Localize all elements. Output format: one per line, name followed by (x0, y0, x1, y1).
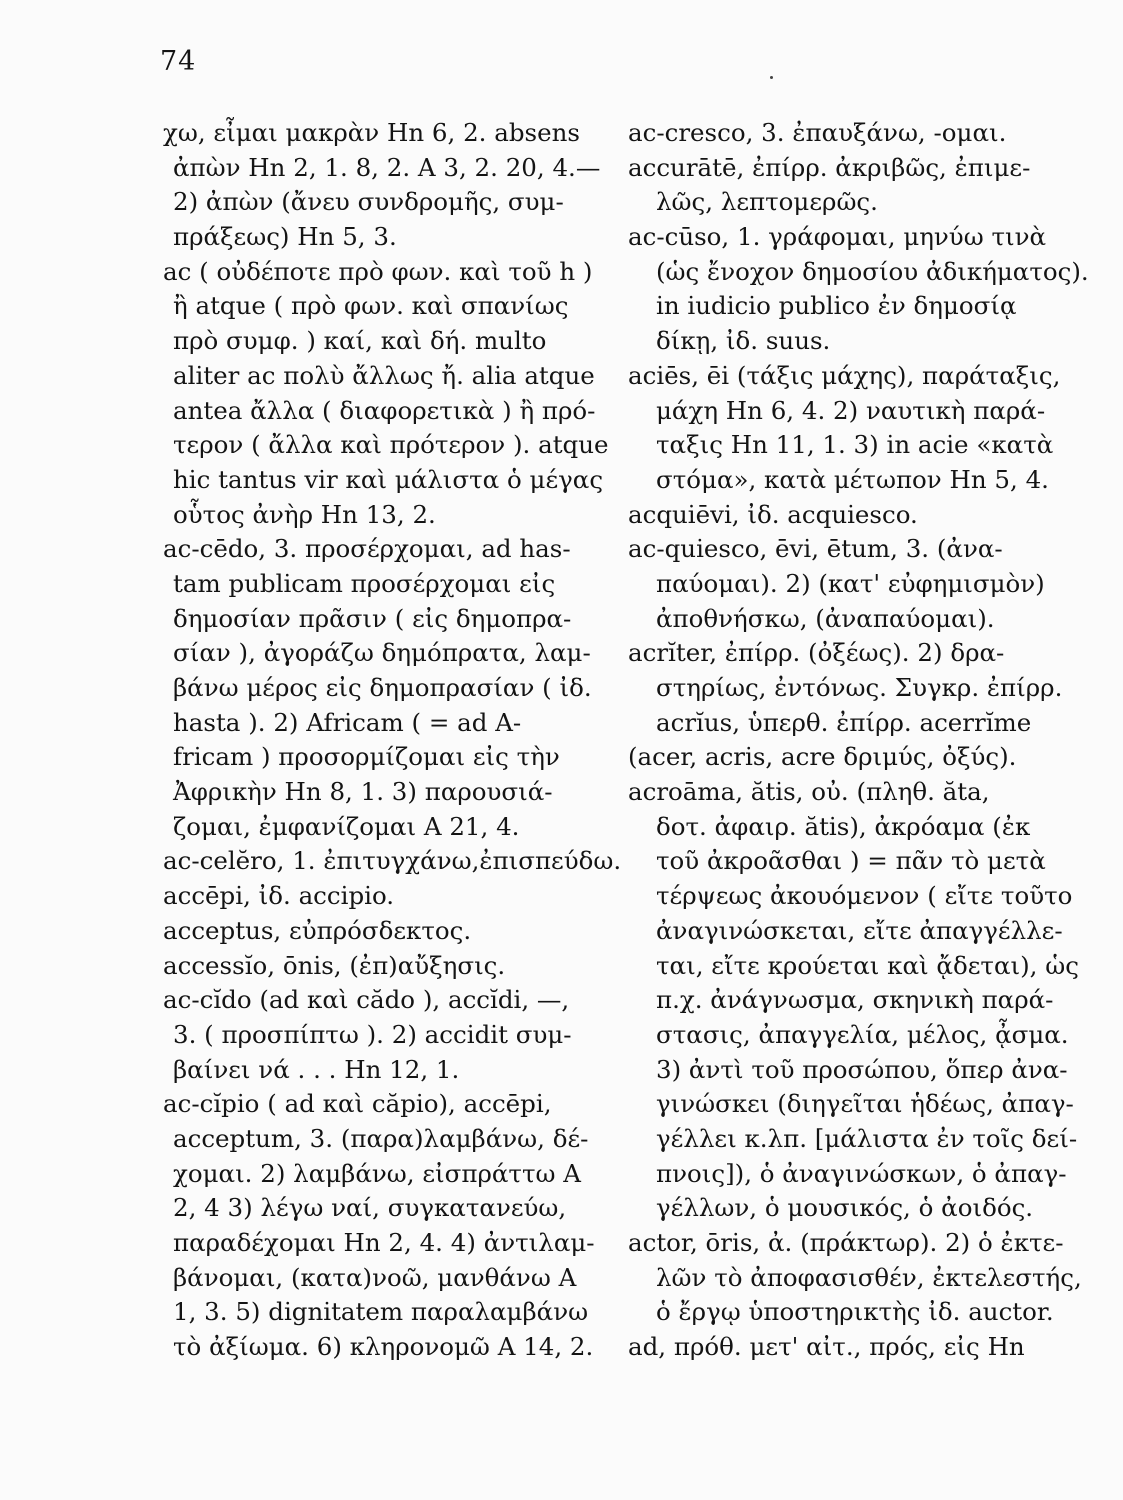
text-line: ζομαι, ἐμφανίζομαι A 21, 4. (173, 811, 520, 841)
text-line: τέρψεως ἀκουόμενον ( εἴτε τοῦτο (656, 881, 1073, 911)
text-line: fricam ) προσορμίζομαι εἰς τὴν (173, 742, 560, 772)
entry-head-line: ac-celĕro, 1. ἐπιτυγχάνω,ἐπισπεύδω. (163, 846, 622, 876)
page-number: 74 (160, 46, 197, 77)
entry-head-line: acroāma, ătis, οὐ. (πληθ. ăta, (628, 777, 990, 807)
text-line: acrĭus, ὑπερθ. ἐπίρρ. acerrĭme (656, 707, 1032, 737)
text-line: μάχη Hn 6, 4. 2) ναυτικὴ παρά- (656, 395, 1046, 425)
text-line: βάνομαι, (κατα)νοῶ, μανθάνω A (173, 1262, 577, 1292)
text-line: παύομαι). 2) (κατ' εὐφημισμὸν) (656, 568, 1045, 598)
right-column (628, 116, 1093, 1365)
text-line: hic tantus vir καὶ μάλιστα ὁ μέγας (173, 464, 604, 494)
entry-head-line: ac-cūso, 1. γράφομαι, μηνύω τινὰ (628, 222, 1047, 252)
text-line: ἢ atque ( πρὸ φων. καὶ σπανίως (173, 291, 569, 321)
entry-head-line: ac-cresco, 3. ἐπαυξάνω, -ομαι. (628, 118, 1007, 147)
entry-head-line: accēpi, ἰδ. accipio. (163, 881, 395, 911)
text-line: ται, εἴτε κρούεται καὶ ᾄδεται), ὡς (656, 950, 1079, 980)
text-line: στασις, ἀπαγγελία, μέλος, ᾆσμα. (656, 1019, 1069, 1049)
text-line: in iudicio publico ἐν δημοσίᾳ (656, 291, 1017, 321)
text-line: πρὸ συμφ. ) καί, καὶ δή. multo (173, 326, 547, 356)
text-line: σίαν ), ἀγοράζω δημόπρατα, λαμ- (173, 638, 591, 668)
print-speck (770, 76, 773, 79)
text-line: γινώσκει (διηγεῖται ἡδέως, ἀπαγ- (656, 1089, 1074, 1119)
entry-head-line: aciēs, ēi (τάξις μάχης), παράταξις, (628, 360, 1061, 390)
text-line: λῶν τὸ ἀποφασισθέν, ἐκτελεστής, (656, 1262, 1082, 1292)
text-line: (ὡς ἔνοχον δημοσίου ἀδικήματος). (656, 256, 1089, 286)
text-line: παραδέχομαι Hn 2, 4. 4) ἀντιλαμ- (173, 1228, 595, 1257)
entry-head-line: acceptus, εὐπρόσδεκτος. (163, 915, 472, 945)
text-line: 1, 3. 5) dignitatem παραλαμβάνω (173, 1297, 589, 1327)
text-line: ἀναγινώσκεται, εἴτε ἀπαγγέλλε- (656, 915, 1063, 945)
text-line: γέλλων, ὁ μουσικός, ὁ ἀοιδός. (656, 1193, 1034, 1223)
entry-head-line: ac-cĭdo (ad καὶ cădo ), accĭdi, —, (163, 985, 570, 1015)
entry-head-line: acquiēvi, ἰδ. acquiesco. (628, 499, 918, 529)
text-line: βαίνει νά . . . Hn 12, 1. (173, 1054, 460, 1084)
text-line: στόμα», κατὰ μέτωπον Hn 5, 4. (656, 464, 1049, 494)
text-line: 3) ἀντὶ τοῦ προσώπου, ὅπερ ἀνα- (656, 1054, 1068, 1084)
text-line: χω, εἶμαι μακρὰν Hn 6, 2. absens (163, 118, 580, 147)
text-line: antea ἄλλα ( διαφορετικὰ ) ἢ πρό- (173, 395, 596, 425)
text-line: (acer, acris, acre δριμύς, ὀξύς). (628, 742, 1017, 772)
text-line: χομαι. 2) λαμβάνω, εἰσπράττω A (173, 1158, 581, 1188)
text-line: οὗτος ἀνὴρ Hn 13, 2. (173, 499, 436, 529)
entry-head-line: ac-quiesco, ēvi, ētum, 3. (ἀνα- (628, 534, 1003, 564)
text-line: λῶς, λεπτομερῶς. (656, 187, 878, 217)
text-line: 2) ἀπὼν (ἄνευ συνδρομῆς, συμ- (173, 187, 564, 217)
text-line: γέλλει κ.λπ. [μάλιστα ἐν τοῖς δεί- (656, 1123, 1078, 1153)
text-line: Ἀφρικὴν Hn 8, 1. 3) παρουσιά- (173, 777, 553, 807)
text-line: δίκῃ, ἰδ. suus. (656, 326, 831, 356)
text-line: hasta ). 2) Africam ( = ad A- (173, 707, 522, 737)
left-column (163, 116, 622, 1365)
entry-head-line: acrĭter, ἐπίρρ. (ὀξέως). 2) δρα- (628, 638, 1005, 668)
text-line: tam publicam προσέρχομαι εἰς (173, 568, 556, 598)
text-line: στηρίως, ἐντόνως. Συγκρ. ἐπίρρ. (656, 673, 1063, 702)
text-line: acceptum, 3. (παρα)λαμβάνω, δέ- (173, 1123, 589, 1153)
text-line: πνοις]), ὁ ἀναγινώσκων, ὁ ἀπαγ- (656, 1158, 1067, 1188)
text-line: πράξεως) Hn 5, 3. (173, 222, 397, 252)
entry-head-line: actor, ōris, ἀ. (πράκτωρ). 2) ὁ ἐκτε- (628, 1228, 1064, 1257)
text-line: τερον ( ἄλλα καὶ πρότερον ). atque (173, 430, 609, 460)
text-line: τὸ ἀξίωμα. 6) κληρονομῶ A 14, 2. (173, 1332, 594, 1362)
text-line: ὁ ἔργῳ ὑποστηρικτὴς ἰδ. auctor. (656, 1297, 1054, 1327)
entry-head-line: ac ( οὐδέποτε πρὸ φων. καὶ τοῦ h ) (163, 256, 593, 286)
text-line: βάνω μέρος εἰς δημοπρασίαν ( ἰδ. (173, 673, 592, 702)
text-line: 2, 4 3) λέγω ναί, συγκατανεύω, (173, 1193, 567, 1223)
text-line: ἀποθνήσκω, (ἀναπαύομαι). (656, 603, 995, 633)
text-line: ἀπὼν Hn 2, 1. 8, 2. A 3, 2. 20, 4.— (173, 152, 601, 182)
entry-head-line: accurātē, ἐπίρρ. ἀκριβῶς, ἐπιμε- (628, 152, 1031, 182)
text-line: 3. ( προσπίπτω ). 2) accidit συμ- (173, 1019, 572, 1049)
entry-head-line: accessĭo, ōnis, (ἐπ)αὔξησις. (163, 950, 506, 980)
text-line: δημοσίαν πρᾶσιν ( εἰς δημοπρα- (173, 603, 572, 633)
text-line: δοτ. ἀφαιρ. ătis), ἀκρόαμα (ἐκ (656, 811, 1031, 841)
text-line: ταξις Hn 11, 1. 3) in acie «κατὰ (656, 430, 1054, 460)
text-line: π.χ. ἀνάγνωσμα, σκηνικὴ παρά- (656, 985, 1054, 1015)
text-line: τοῦ ἀκροᾶσθαι ) = πᾶν τὸ μετὰ (656, 846, 1046, 876)
entry-head-line: ac-cēdo, 3. προσέρχομαι, ad has- (163, 534, 571, 564)
entry-head-line: ad, πρόθ. μετ' αἰτ., πρός, εἰς Hn (628, 1332, 1025, 1362)
entry-head-line: ac-cĭpio ( ad καὶ căpio), accēpi, (163, 1089, 552, 1119)
text-line: aliter ac πολὺ ἄλλως ἤ. alia atque (173, 360, 595, 390)
